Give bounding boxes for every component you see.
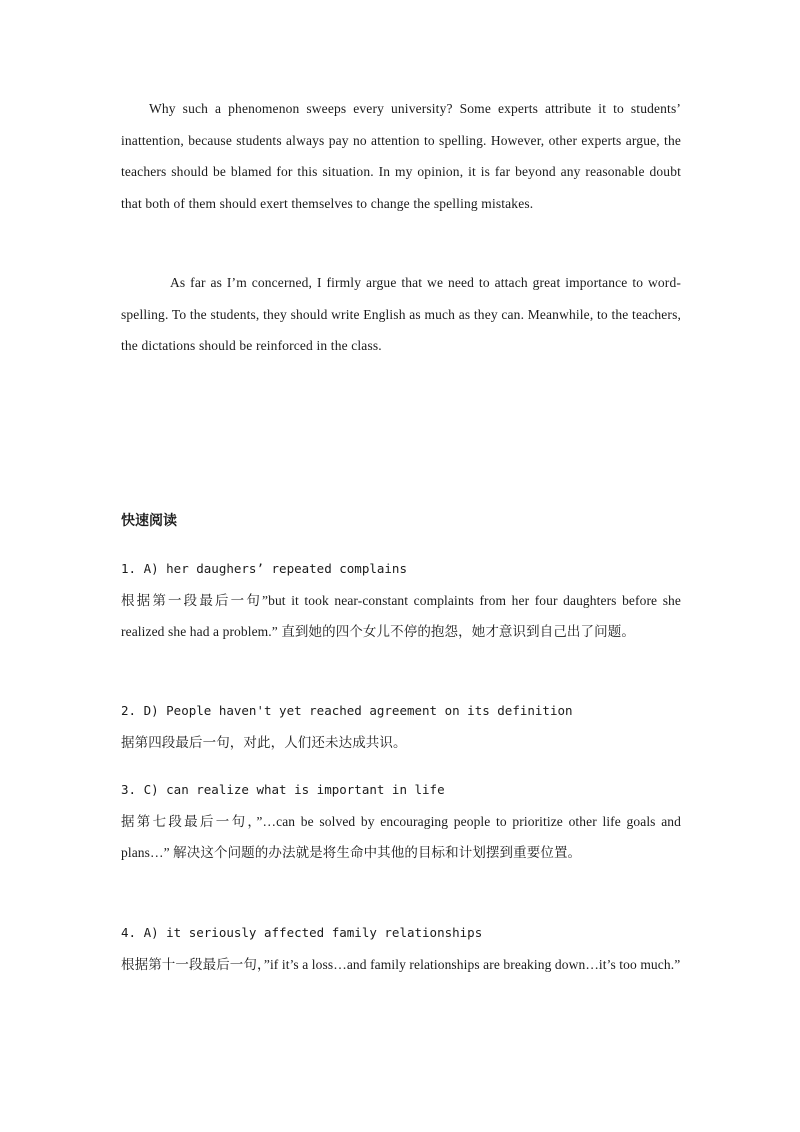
answer-question: 3. C) can realize what is important in life: [121, 782, 445, 797]
section-heading: 快速阅读: [121, 513, 177, 529]
answer-item-4: [121, 917, 681, 980]
answer-question: 2. D) People haven't yet reached agreement on its definition: [121, 703, 573, 718]
answer-item-1: [121, 553, 681, 648]
answer-explanation: 据第七段最后一句，”…can be solved by encouraging people to prioritize other life goals and plans…” 解决这个问题的办法就是将生命中其他的目标和计划摆到重要位置。: [121, 813, 681, 860]
answer-explanation: 根据第一段最后一句”but it took near-constant complaints from her four daughters before she realized she had a problem.” 直到她的四个女儿不停的抱怨，她才意识到自己出了问题。: [121, 592, 681, 639]
answer-question: 1. A) her daughers’ repeated complains: [121, 561, 407, 576]
answer-item-2: [121, 695, 681, 758]
answer-item-3: [121, 774, 681, 869]
essay-paragraph-1: Why such a phenomenon sweeps every university? Some experts attribute it to students’ inattention, because students always pay no attention to spelling. However, other experts argue, the teachers should be blamed for this situation. In my opinion, it is far beyond any reasonable doubt that both of them should exert themselves to change the spelling mistakes.: [121, 101, 681, 211]
essay-paragraph-2: As far as I’m concerned, I firmly argue that we need to attach great importance to word-spelling. To the students, they should write English as much as they can. Meanwhile, to the teachers, the dictations should be reinforced in the class.: [121, 275, 681, 353]
answer-explanation: 据第四段最后一句，对此，人们还未达成共识。: [121, 734, 407, 750]
answer-question: 4. A) it seriously affected family relationships: [121, 925, 483, 940]
answer-explanation: 根据第十一段最后一句，”if it’s a loss…and family relationships are breaking down…it’s too much.”: [121, 956, 681, 972]
